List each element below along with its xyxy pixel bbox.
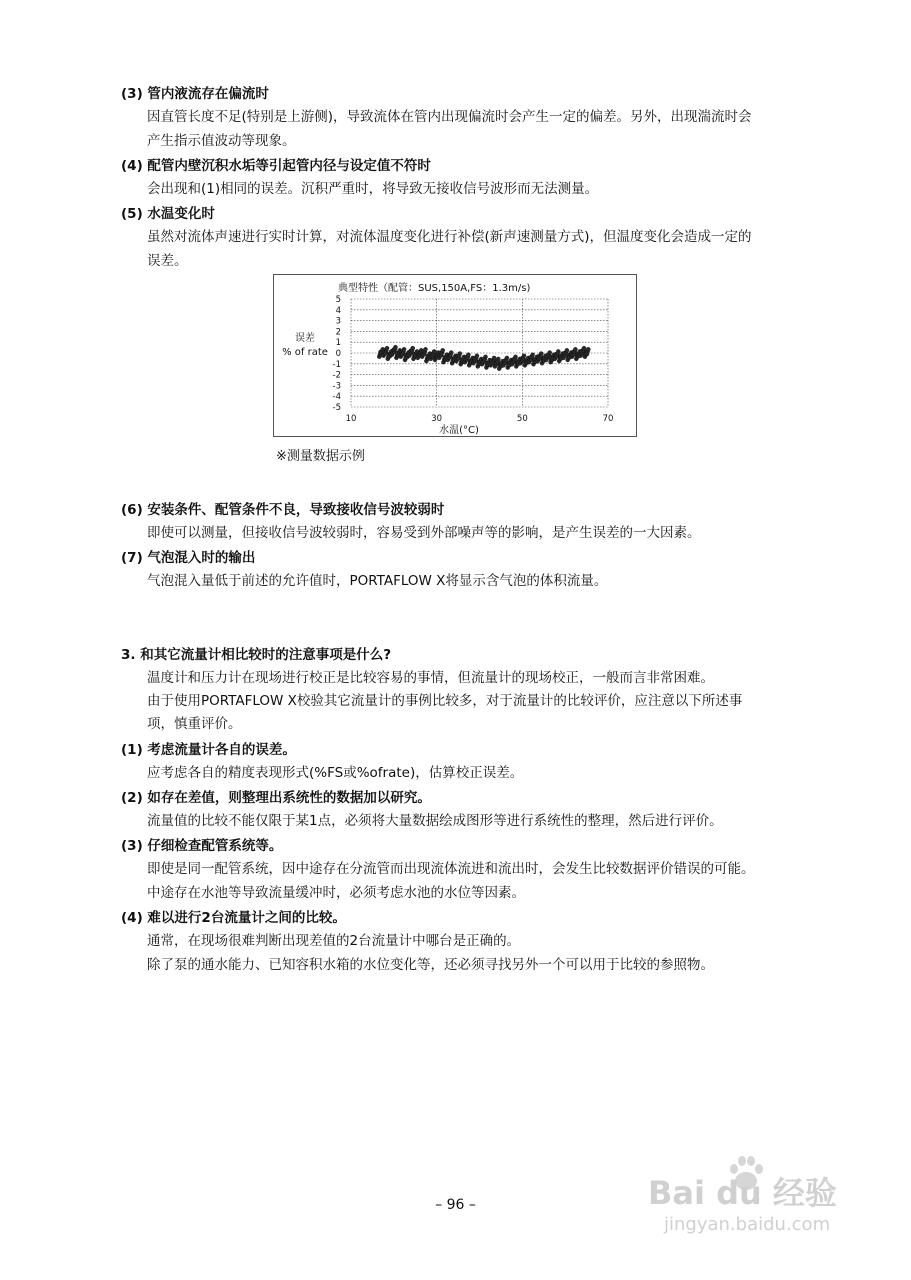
item-text: 即使是同一配管系统，因中途存在分流管而出现流体流进和流出时，会发生比较数据评价错误的可能。 [147, 861, 755, 877]
y-tick-label: -3 [332, 381, 341, 392]
y-axis-label-line1: 误差 [295, 333, 315, 344]
section-heading: (7) 气泡混入时的输出 [121, 550, 256, 566]
section-text: 虽然对流体声速进行实时计算，对流体温度变化进行补偿(新声速测量方式)，但温度变化会造成一定的 [147, 229, 752, 245]
scatter-point [522, 354, 526, 358]
error-vs-temperature-chart [274, 275, 636, 436]
scatter-point [505, 356, 509, 360]
scatter-point [548, 351, 552, 355]
scatter-point [531, 353, 535, 357]
x-tick-label: 30 [431, 414, 443, 424]
scatter-point [423, 347, 427, 351]
chart-frame [273, 274, 637, 437]
question-heading: 3. 和其它流量计相比较时的注意事项是什么? [121, 647, 392, 663]
item-heading: (1) 考虑流量计各自的误差。 [121, 742, 296, 758]
y-tick-label: -5 [332, 403, 341, 413]
question-text: 由于使用PORTAFLOW X校验其它流量计的事例比较多，对于流量计的比较评价，应注意以下所述事 [147, 693, 743, 709]
y-tick-label: 3 [335, 316, 341, 327]
chart-title: 典型特性（配管：SUS,150A,FS：1.3m/s) [338, 283, 531, 294]
x-tick-label: 10 [345, 414, 357, 424]
scatter-point [556, 349, 560, 353]
scatter-point [582, 346, 586, 350]
scatter-point [496, 357, 500, 361]
scatter-point [411, 346, 415, 350]
x-tick-label: 50 [516, 414, 528, 424]
section-text: 气泡混入量低于前述的允许值时，PORTAFLOW X将显示含气泡的体积流量。 [147, 573, 608, 589]
y-tick-label: 4 [335, 305, 341, 316]
scatter-point [483, 355, 487, 359]
scatter-point [539, 352, 543, 356]
scatter-point [385, 346, 389, 350]
section-heading: (5) 水温变化时 [121, 206, 215, 222]
y-tick-label: -4 [332, 392, 341, 403]
item-heading: (4) 难以进行2台流量计之间的比较。 [121, 910, 346, 926]
watermark-logo-text: Bai du 经验 [648, 1174, 837, 1212]
scatter-point [565, 348, 569, 352]
item-text: 应考虑各自的精度表现形式(%FS或%ofrate)，估算校正误差。 [147, 765, 524, 781]
question-text: 项，慎重评价。 [147, 716, 242, 732]
section-heading: (3) 管内液流存在偏流时 [121, 86, 269, 102]
scatter-point [432, 349, 436, 353]
y-tick-label: 1 [335, 338, 341, 349]
y-tick-label: 2 [335, 327, 341, 338]
data-points [377, 345, 590, 371]
x-axis-label: 水温(°C) [439, 425, 479, 436]
scatter-point [466, 353, 470, 357]
item-text: 除了泵的通水能力、已知容积水箱的水位变化等，还必须寻找另外一个可以用于比较的参照物。 [147, 957, 714, 973]
item-text: 通常，在现场很难判断出现差值的2台流量计中哪台是正确的。 [147, 933, 521, 949]
question-text: 温度计和压力计在现场进行校正是比较容易的事情，但流量计的现场校正，一般而言非常困难。 [147, 670, 714, 686]
section-heading: (4) 配管内壁沉积水垢等引起管内径与设定值不符时 [121, 158, 431, 174]
item-heading: (2) 如存在差值，则整理出系统性的数据加以研究。 [121, 790, 431, 806]
x-tick-label: 70 [602, 414, 614, 424]
section-heading: (6) 安装条件、配管条件不良，导致接收信号波较弱时 [121, 502, 445, 518]
item-heading: (3) 仔细检查配管系统等。 [121, 838, 283, 854]
scatter-point [458, 352, 462, 356]
page-number: – 96 – [435, 1197, 476, 1213]
item-text: 流量值的比较不能仅限于某1点，必须将大量数据绘成图形等进行系统性的整理，然后进行评价。 [147, 813, 723, 829]
y-tick-labels [333, 295, 341, 413]
scatter-point [402, 347, 406, 351]
scatter-point [586, 347, 590, 351]
baidu-jingyan-watermark [648, 1150, 868, 1255]
y-axis-label-line2: % of rate [282, 347, 328, 358]
scatter-point [393, 345, 397, 349]
chart-note: ※测量数据示例 [276, 449, 365, 464]
scatter-point [441, 348, 445, 352]
item-text: 中途存在水池等导致流量缓冲时，必须考虑水池的水位等因素。 [147, 885, 525, 901]
section-text: 产生指示值波动等现象。 [147, 133, 296, 149]
section-text: 即使可以测量，但接收信号波较弱时，容易受到外部噪声等的影响，是产生误差的一大因素。 [147, 525, 701, 541]
scatter-point [492, 356, 496, 360]
scatter-point [475, 354, 479, 358]
y-tick-label: 5 [335, 295, 341, 305]
section-text: 会出现和(1)相同的误差。沉积严重时，将导致无接收信号波形而无法测量。 [147, 181, 599, 197]
watermark-url: jingyan.baidu.com [664, 1214, 831, 1235]
y-tick-label: 0 [335, 349, 341, 359]
section-text: 因直管长度不足(特别是上游侧)，导致流体在管内出现偏流时会产生一定的偏差。另外，出现湍流时会 [147, 109, 752, 125]
y-tick-label: -1 [332, 359, 341, 370]
section-text: 误差。 [147, 253, 188, 269]
x-tick-labels [346, 414, 614, 424]
scatter-point [449, 351, 453, 355]
scatter-point [513, 355, 517, 359]
y-tick-label: -2 [332, 370, 341, 381]
scatter-point [573, 347, 577, 351]
